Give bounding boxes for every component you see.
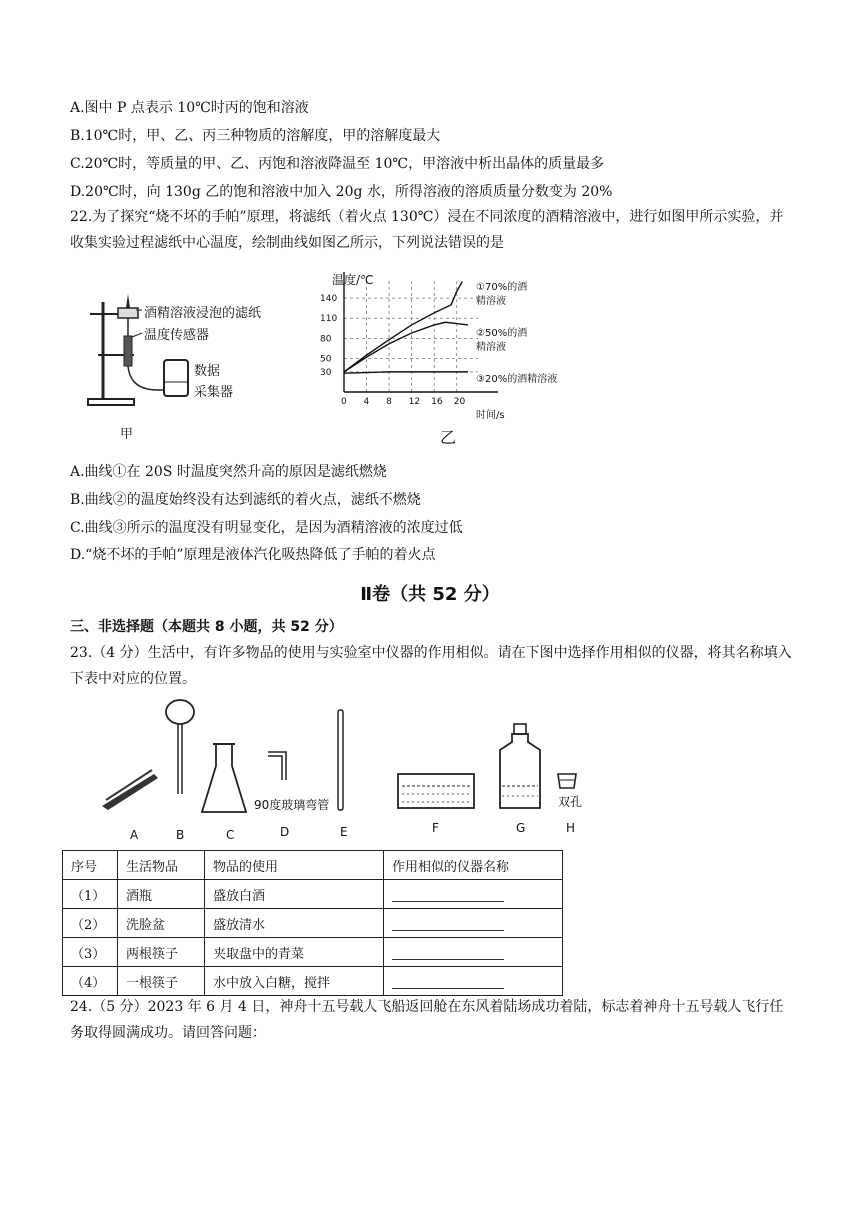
chart-y-tick-label: 50: [320, 354, 332, 365]
chart-series-line-2: [344, 322, 468, 372]
q21-option-a: A.图中 P 点表示 10℃时丙的饱和溶液: [70, 100, 309, 116]
chart-x-label: 时间/s: [476, 410, 505, 421]
bent-glass-tube-icon: [254, 752, 329, 812]
answer-blank-4[interactable]: [384, 967, 563, 996]
letter-g: G: [516, 821, 526, 835]
chart-series-line-3: [344, 372, 468, 373]
chart-series-line-1: [344, 281, 462, 372]
answer-blank-3[interactable]: [384, 938, 563, 967]
letter-a: A: [130, 828, 139, 842]
q22-option-d: D.“烧不坏的手帕”原理是液体汽化吸热降低了手帕的着火点: [70, 547, 436, 563]
letter-d: D: [280, 825, 290, 839]
chart-series-label-2: 精溶液: [476, 342, 506, 353]
reagent-bottle-icon: [500, 724, 540, 808]
label-two-hole: 双孔: [558, 795, 583, 809]
q23-table: [62, 850, 563, 996]
chart-y-tick-label: 30: [320, 367, 332, 378]
letter-e: E: [340, 825, 348, 839]
q21-option-b: B.10℃时，甲、乙、丙三种物质的溶解度，甲的溶解度最大: [70, 128, 441, 144]
cell-item: 洗脸盆: [118, 909, 205, 938]
glass-rod-icon: [338, 710, 343, 810]
chart-y-tick-label: 140: [320, 294, 338, 305]
caption-yi: 乙: [440, 428, 457, 447]
table-row: [63, 880, 563, 909]
q23-stem: 23.（4 分）生活中，有许多物品的使用与实验室中仪器的作用相似。请在下图中选择作用相似的仪器，将其名称填入下表中对应的位置。: [70, 645, 792, 687]
cell-item: 酒瓶: [118, 880, 205, 909]
chart-x-tick-label: 8: [386, 397, 392, 407]
cell-item: 一根筷子: [118, 967, 205, 996]
table-row: [63, 938, 563, 967]
part2-title: Ⅱ卷（共 52 分）: [360, 584, 500, 605]
water-trough-icon: [398, 774, 474, 808]
tweezers-icon: [102, 770, 158, 810]
chart-x-tick-label: 0: [341, 397, 347, 407]
cell-item: 两根筷子: [118, 938, 205, 967]
th-instrument: 作用相似的仪器名称: [384, 851, 563, 880]
answer-blank-1[interactable]: [384, 880, 563, 909]
caption-jia: 甲: [120, 427, 134, 442]
q22-option-b: B.曲线②的温度始终没有达到滤纸的着火点，滤纸不燃烧: [70, 492, 421, 508]
chart-y-tick-label: 80: [320, 334, 332, 345]
letter-f: F: [432, 821, 439, 835]
q23-apparatus-figure: [92, 696, 602, 846]
chart-y-label: 温度/℃: [332, 273, 374, 287]
th-item: 生活物品: [118, 851, 205, 880]
long-neck-funnel-icon: [166, 700, 194, 794]
q22-option-c: C.曲线③所示的温度没有明显变化，是因为酒精溶液的浓度过低: [70, 520, 463, 536]
chart-series-label-2: ②50%的酒: [476, 328, 528, 339]
label-data-collector-1: 数据: [194, 364, 221, 379]
label-bent-tube: 90度玻璃弯管: [254, 798, 330, 812]
th-usage: 物品的使用: [205, 851, 384, 880]
cell-usage: 夹取盘中的青菜: [205, 938, 384, 967]
table-header-row: [63, 851, 563, 880]
figure-jia-apparatus: [78, 272, 303, 452]
chart-x-tick-label: 16: [431, 397, 443, 407]
section3-title: 三、非选择题（本题共 8 小题，共 52 分）: [70, 619, 343, 635]
q22-stem: 22.为了探究“烧不坏的手帕”原理，将滤纸（着火点 130℃）浸在不同浓度的酒精溶液中，进行如图甲所示实验，并收集实验过程滤纸中心温度，绘制曲线如图乙所示，下列说法错误的是: [70, 209, 784, 251]
q21-option-d: D.20℃时，向 130g 乙的饱和溶液中加入 20g 水，所得溶液的溶质质量分数变为 20%: [70, 184, 613, 200]
label-temp-sensor: 温度传感器: [144, 328, 210, 343]
q24-stem: 24.（5 分）2023 年 6 月 4 日，神舟十五号载人飞船返回舱在东风着陆场成功着陆，标志着神舟十五号载人飞行任务取得圆满成功。请回答问题：: [70, 999, 784, 1041]
label-data-collector-2: 采集器: [194, 385, 234, 400]
cell-index: （2）: [63, 909, 118, 938]
chart-x-tick-label: 20: [453, 397, 466, 407]
cell-index: （4）: [63, 967, 118, 996]
th-index: 序号: [63, 851, 118, 880]
letter-h: H: [566, 821, 576, 835]
rubber-stopper-icon: [558, 774, 582, 809]
cell-index: （1）: [63, 880, 118, 909]
figure-yi-chart: [318, 268, 568, 450]
q22-option-a: A.曲线①在 20S 时温度突然升高的原因是滤纸燃烧: [70, 464, 387, 480]
label-filter-paper: 酒精溶液浸泡的滤纸: [144, 306, 262, 321]
chart-series-label-1: 精溶液: [476, 296, 506, 307]
cell-usage: 盛放清水: [205, 909, 384, 938]
cell-index: （3）: [63, 938, 118, 967]
table-row: [63, 909, 563, 938]
chart-x-tick-label: 12: [408, 397, 421, 407]
cell-usage: 水中放入白糖，搅拌: [205, 967, 384, 996]
answer-blank-2[interactable]: [384, 909, 563, 938]
chart-series-label-3: ③20%的酒精溶液: [476, 374, 558, 385]
chart-y-tick-label: 110: [320, 314, 338, 325]
cell-usage: 盛放白酒: [205, 880, 384, 909]
letter-c: C: [226, 828, 235, 842]
chart-series-label-1: ①70%的酒: [476, 282, 528, 293]
q21-option-c: C.20℃时，等质量的甲、乙、丙饱和溶液降温至 10℃，甲溶液中析出晶体的质量最多: [70, 156, 605, 172]
letter-b: B: [176, 828, 185, 842]
table-row: [63, 967, 563, 996]
chart-x-tick-label: 4: [363, 397, 370, 407]
conical-flask-icon: [202, 744, 246, 812]
